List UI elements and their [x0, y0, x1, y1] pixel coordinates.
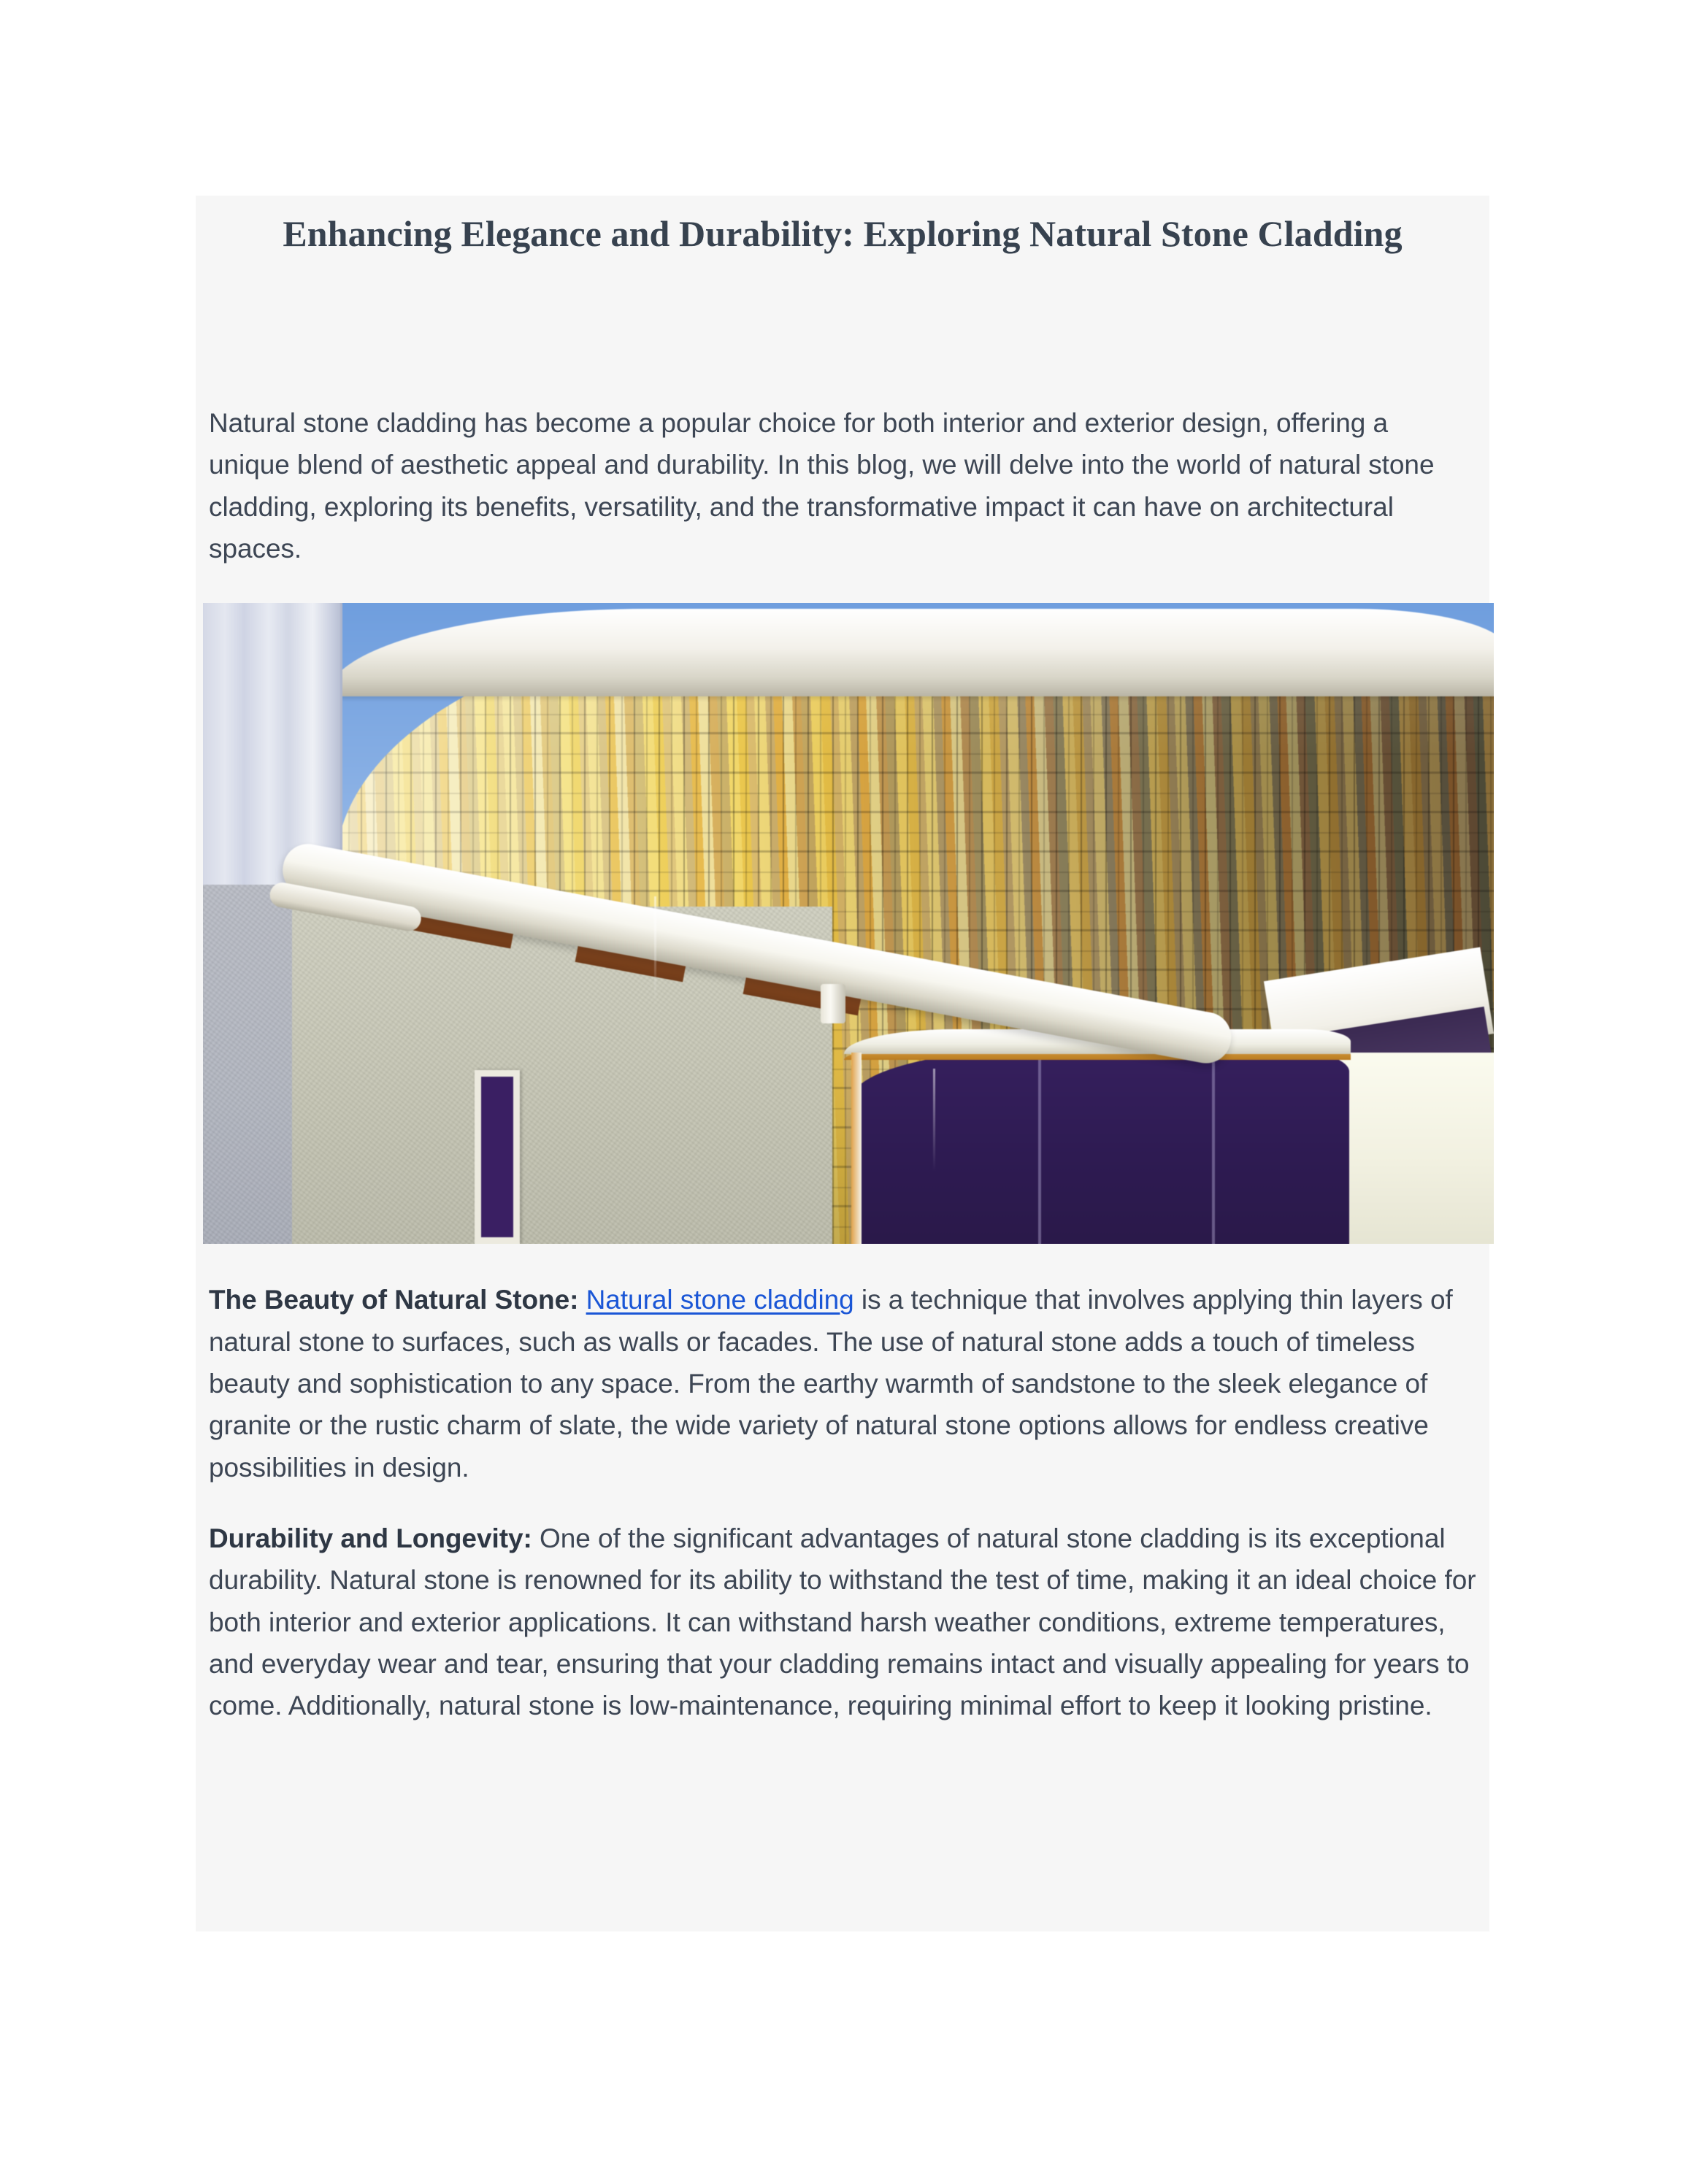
durability-paragraph [209, 1518, 1476, 1727]
beauty-heading: The Beauty of Natural Stone: [209, 1285, 579, 1315]
window-frame-left [851, 1053, 862, 1244]
wall-streak [654, 896, 656, 1006]
wall-coping-band [327, 609, 1494, 696]
curved-storefront-window [840, 1016, 1351, 1244]
durability-heading: Durability and Longevity: [209, 1523, 532, 1554]
beauty-body-text: is a technique that involves applying thin layers of natural stone to surfaces, such as walls or facades. The use of natural stone adds a touch of timeless beauty and sophistication to any space. From the earthy warmth of sandstone to the sleek elegance of granite or the rustic charm of slate, the wide variety of natural stone options allows for endless creative possibilities in design. [209, 1285, 1453, 1483]
article-panel [196, 196, 1489, 1931]
beauty-paragraph [209, 1279, 1476, 1488]
downspout [821, 984, 845, 1023]
small-purple-window [475, 1070, 520, 1244]
intro-paragraph: Natural stone cladding has become a popular choice for both interior and exterior design, offering a unique blend of aesthetic appeal and durability. In this blog, we will delve into the world of natural stone cladding, exploring its benefits, versatility, and the transformative impact it can have on architectural spaces. [209, 408, 1435, 564]
photo-canvas [203, 603, 1494, 1244]
wall-streak [933, 1069, 935, 1171]
window-mullion [1212, 1060, 1215, 1244]
window-mullion [1038, 1060, 1041, 1244]
natural-stone-cladding-photo [203, 603, 1494, 1244]
stucco-wall-left [203, 885, 294, 1244]
window-glass [853, 1047, 1349, 1244]
white-column [203, 603, 342, 885]
durability-body-text: One of the significant advantages of natural stone cladding is its exceptional durability. Natural stone is renowned for its ability to withstand the test of time, making it an ideal choice for both interior and exterior applications. It can withstand harsh weather conditions, extreme temperatures, and everyday wear and tear, ensuring that your cladding remains intact and visually appealing for years to come. Additionally, natural stone is low-maintenance, requiring minimal effort to keep it looking pristine. [209, 1523, 1476, 1721]
page-title: Enhancing Elegance and Durability: Exploring Natural Stone Cladding [283, 213, 1403, 254]
article-body [196, 402, 1489, 1727]
natural-stone-cladding-link[interactable]: Natural stone cladding [586, 1285, 854, 1315]
